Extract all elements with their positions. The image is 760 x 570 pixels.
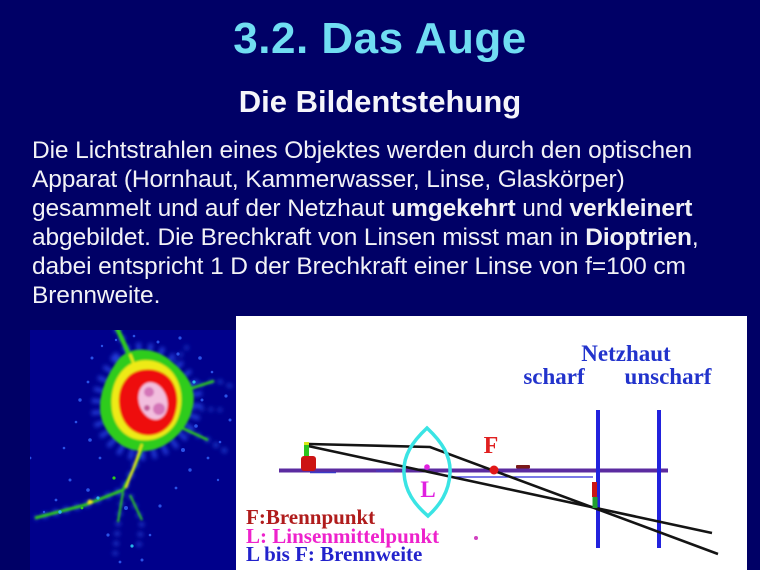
body-line: gesammelt und auf der Netzhaut umgekehrt und verkleinert xyxy=(32,195,693,222)
body-line: Die Lichtstrahlen eines Objektes werden durch den optischen xyxy=(32,137,693,164)
stray-dot xyxy=(474,536,478,540)
lens-center-dot xyxy=(424,464,430,470)
slide-subtitle: Die Bildentstehung xyxy=(238,84,522,119)
diagram-legend xyxy=(246,505,440,566)
body-line: abgebildet. Die Brechkraft von Linsen misst man in Dioptrien, xyxy=(32,224,699,251)
label-focal-point: F xyxy=(483,433,499,459)
object-base xyxy=(301,456,316,471)
label-blurry: unscharf xyxy=(624,364,712,389)
image-red-part xyxy=(592,482,597,497)
legend-focal-length: L bis F: Brennweite xyxy=(246,542,423,566)
cell-micrograph-image xyxy=(30,330,237,570)
axis-mark xyxy=(516,465,530,469)
body-line: Apparat (Hornhaut, Kammerwasser, Linse, Glaskörper) xyxy=(32,166,625,193)
legend-focal-point: F:Brennpunkt xyxy=(246,505,376,529)
bold-word: verkleinert xyxy=(569,195,693,222)
body-text xyxy=(32,136,699,310)
label-lens-center: L xyxy=(420,477,436,502)
label-sharp: scharf xyxy=(523,364,585,389)
bold-word: Dioptrien xyxy=(585,224,692,251)
body-line: dabei entspricht 1 D der Brechkraft einer Linse von f=100 cm xyxy=(32,253,686,280)
legend-lens-center: L: Linsenmittelpunkt xyxy=(246,523,440,548)
optics-diagram xyxy=(236,316,747,570)
cell-micrograph xyxy=(30,330,237,570)
image-green-part xyxy=(593,497,598,508)
slide-title: 3.2. Das Auge xyxy=(233,14,527,63)
bold-word: umgekehrt xyxy=(391,195,516,222)
focal-point-dot xyxy=(490,466,499,475)
label-retina: Netzhaut xyxy=(581,341,671,366)
body-line: Brennweite. xyxy=(32,282,161,309)
